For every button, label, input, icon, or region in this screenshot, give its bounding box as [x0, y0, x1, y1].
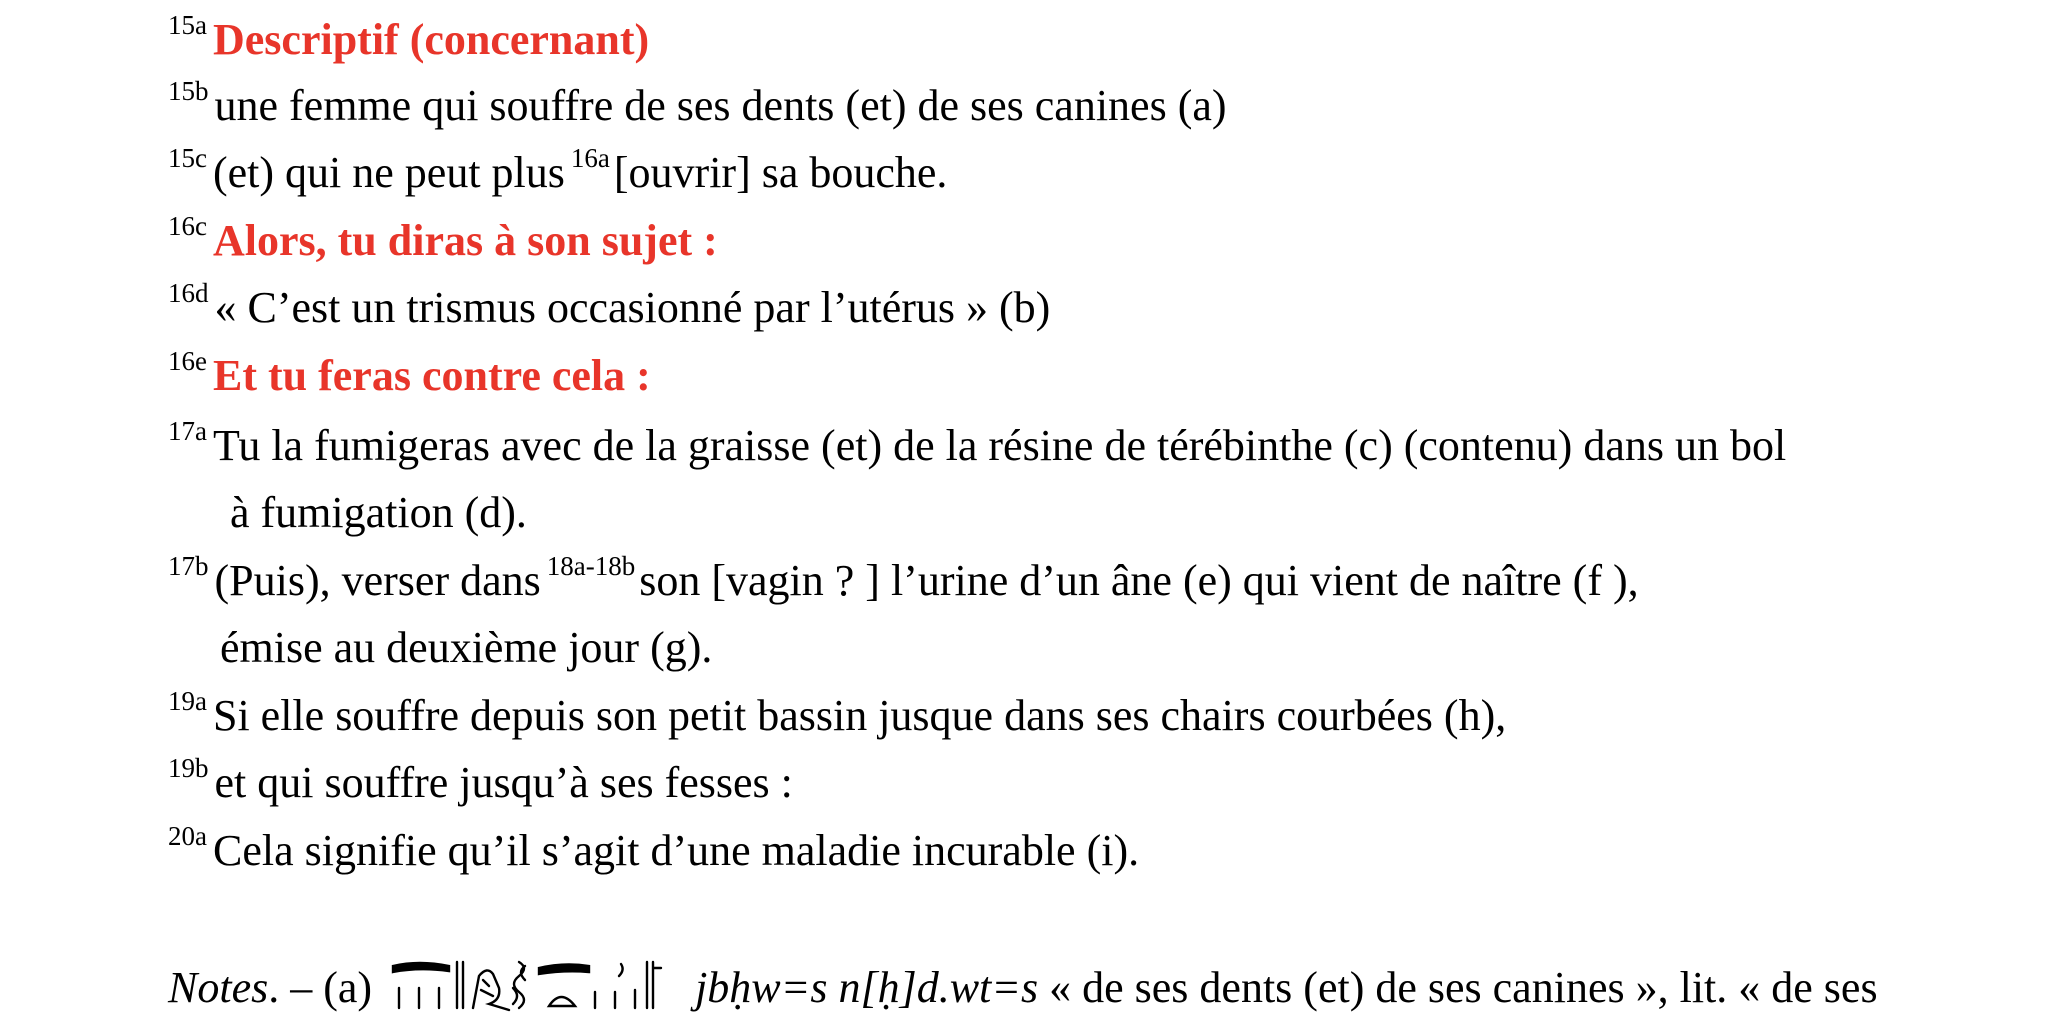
hieroglyphs-icon [389, 958, 689, 1024]
line-text: (et) qui ne peut plus [212, 148, 565, 197]
line-ref: 17a [168, 416, 207, 446]
rubric-text: Alors, tu diras à son sujet : [212, 216, 718, 265]
rubric-text: Descriptif (concernant) [212, 15, 650, 64]
line-15b [168, 76, 1227, 132]
line-ref: 17b [168, 551, 209, 581]
inner-ref: 18a-18b [546, 551, 636, 581]
line-17a [168, 416, 1787, 472]
line-text: (Puis), verser dans [214, 556, 541, 605]
line-20a [168, 821, 1140, 877]
line-text: émise au deuxième jour (g). [220, 623, 713, 672]
line-text: [ouvrir] sa bouche. [613, 148, 948, 197]
line-text: à fumigation (d). [230, 488, 527, 537]
line-17a-continuation [230, 487, 527, 539]
line-17b-continuation [220, 622, 712, 674]
line-ref: 19b [168, 753, 209, 783]
line-19b [168, 753, 793, 809]
line-ref: 20a [168, 821, 207, 851]
line-19a [168, 686, 1507, 742]
line-text: Tu la fumigeras avec de la graisse (et) de la résine de térébinthe (c) (contenu) dans un bol [212, 421, 1787, 470]
line-16e [168, 346, 651, 402]
line-text: une femme qui souffre de ses dents (et) de ses canines (a) [214, 81, 1227, 130]
line-15a [168, 10, 650, 66]
line-ref: 16e [168, 346, 207, 376]
line-17b [168, 551, 1639, 607]
line-text: son [vagin ? ] l’urine d’un âne (e) qui vient de naître (f ), [639, 556, 1639, 605]
line-text: « C’est un trismus occasionné par l’utérus » (b) [214, 283, 1051, 332]
line-ref: 15a [168, 10, 207, 40]
notes-text: « de ses dents (et) de ses canines », lit. « de ses [1049, 963, 1878, 1012]
line-ref: 15c [168, 143, 207, 173]
line-16d [168, 278, 1051, 334]
line-15c [168, 143, 948, 199]
line-ref: 16c [168, 211, 207, 241]
line-text: Cela signifie qu’il s’agit d’une maladie incurable (i). [212, 826, 1140, 875]
inner-ref: 16a [570, 143, 610, 173]
line-text: Si elle souffre depuis son petit bassin jusque dans ses chairs courbées (h), [212, 691, 1507, 740]
line-ref: 16d [168, 278, 209, 308]
line-ref: 15b [168, 76, 209, 106]
line-ref: 19a [168, 686, 207, 716]
rubric-text: Et tu feras contre cela : [212, 351, 651, 400]
line-16c [168, 211, 718, 267]
notes-dash: . – (a) [268, 963, 373, 1012]
line-text: et qui souffre jusqu’à ses fesses : [214, 758, 793, 807]
notes-line [168, 958, 1878, 1024]
notes-transliteration: jbḥw=s n[ḥ]d.wt=s [695, 963, 1039, 1012]
notes-label: Notes [168, 963, 269, 1012]
